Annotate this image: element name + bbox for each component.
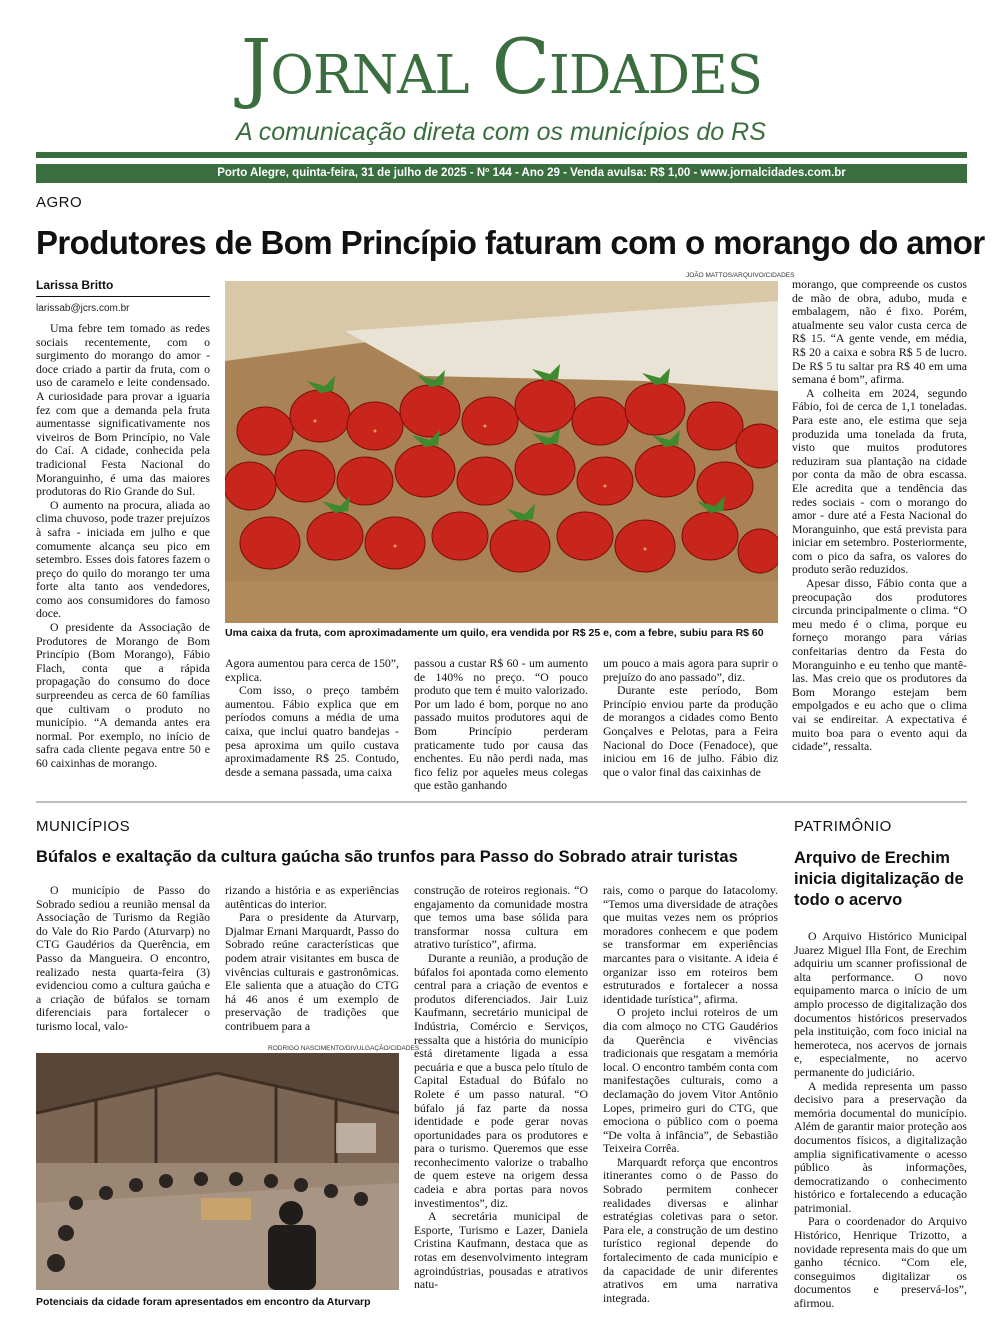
second-column-4 xyxy=(603,884,778,1305)
third-column xyxy=(794,930,967,1311)
masthead-tagline: A comunicação direta com os municípios do RS xyxy=(236,118,766,146)
author-name: Larissa Britto xyxy=(36,278,114,292)
paragraph: um pouco a mais agora para suprir o prejuízo do ano passado”, diz. xyxy=(603,656,778,684)
paragraph: Durante este período, Bom Princípio enviou parte da produção de morangos a cidades como Bento Gonçalves e Pelotas, para a Feira Nacional do Doce (Fenadoce), que iniciou em 16 de julho. Fábio diz que o valor final das caixinhas de xyxy=(603,683,778,779)
second-photo-caption: Potenciais da cidade foram apresentados em encontro da Aturvarp xyxy=(36,1296,371,1308)
section-label-agro: AGRO xyxy=(36,194,83,211)
paragraph: Para o coordenador do Arquivo Histórico, Henrique Trizotto, a novidade representa mais do que um ganho técnico. “Com ele, conseguimos digitalizar os documentos e preservá-los”, afirmou. xyxy=(794,1214,967,1311)
section-label-patrimonio: PATRIMÔNIO xyxy=(794,818,892,835)
paragraph: Com isso, o preço também aumentou. Fábio explica que em períodos comuns a média de uma caixa, que inclui quatro bandejas - pesa aproxima um quilo custava aproximadamente R$ 25. Contudo, desde a semana passada, uma caixa xyxy=(225,683,399,779)
paragraph: morango, que compreende os custos de mão de obra, adubo, muda e embalagem, não é fixo. Porém, atualmente seu valor custa cerca de R$ 15. “A gente vende, em média, R$ 20 a caixa e sobra R$ 5 de lucro. De R$ 5 tu saltar pra R$ 40 em uma semana é bom”, afirma. xyxy=(792,277,967,387)
byline-block xyxy=(36,278,210,314)
paragraph: Marquardt reforça que encontros itinerantes como o de Passo do Sobrado permitem conhecer realidades diversas e alinhar estratégias coletivas para o setor. Para ele, a construção de um destino turístico regional depende do fortalecimento de cada município e da capacidade de unir diferentes atrativos em uma narrativa integrada. xyxy=(603,1154,778,1305)
barn-illustration xyxy=(36,1053,399,1290)
lead-photo-caption: Uma caixa da fruta, com aproximadamente um quilo, era vendida por R$ 25 e, com a febre, subiu para R$ 60 xyxy=(225,627,764,639)
lead-column-3 xyxy=(414,657,588,793)
paragraph: rais, como o parque do Iatacolomy. “Temos uma diversidade de atrações que muitas vezes nem os próprios moradores conhecem e que podem se transformar em experiências marcantes para o visitante. A ideia é organizar isso em roteiros bem estruturados e fortalecer a nossa identidade turística”, afirma. xyxy=(603,883,778,1006)
author-email: larissab@jcrs.com.br xyxy=(36,303,130,314)
byline-rule xyxy=(36,296,210,297)
paragraph: A colheita em 2024, segundo Fábio, foi de cerca de 1,1 toneladas. Para este ano, ele estima que seja produzida uma tonelada da fruta, visto que muitos produtores reduziram sua plantação na cidade por conta da mão de obra escassa. Ele acredita que a tendência das redes sociais - com o morango do amor - dure até a Festa Nacional do Moranguinho, que está prevista para iniciar em setembro. Posteriormente, com o pico da safra, os valores do produto serão reduzidos. xyxy=(792,385,967,577)
strawberry-crate-photo xyxy=(225,281,778,623)
masthead-title: Jornal Cidades xyxy=(240,22,763,111)
section-label-municipios: MUNICÍPIOS xyxy=(36,818,131,835)
paragraph: A medida representa um passo decisivo para a preservação da memória documental do município. Além de garantir maior proteção aos documentos físicos, a digitalização amplia significativamente o acesso público às informações, democratizando o conhecimento histórico e fortalecendo a educação patrimonial. xyxy=(794,1078,967,1215)
third-headline: Arquivo de Erechim inicia digitalização de todo o acervo xyxy=(794,849,964,909)
paragraph: O aumento na procura, aliada ao clima chuvoso, pode trazer prejuízos à safra - iniciada em julho e que comumente alcança seu pico em setembro. Esses dois fatores fazem o preço do quilo do morango ter uma forte alta tanto aos vendedores, como aos consumidores do famoso doce. xyxy=(36,497,210,621)
paragraph: Uma febre tem tomado as redes sociais recentemente, com o surgimento do morango do amor - doce criado a partir da fruta, com o uso de caramelo e leite condensado. A curiosidade para provar a iguaria fez com que a demanda pela fruta aumentasse significativamente nos viveiros de Bom Princípio, no Vale do Caí. A cidade, conhecida pela tradicional Festa Nacional do Moranguinho, é uma das maiores produtoras do Rio Grande do Sul. xyxy=(36,321,210,499)
barn-meeting-photo xyxy=(36,1053,399,1290)
lead-headline: Produtores de Bom Princípio faturam com o morango do amor xyxy=(36,224,985,261)
paragraph: O município de Passo do Sobrado sediou a reunião mensal da Associação de Turismo da Região do Vale do Rio Pardo (Aturvarp) no CTG Gaudérios da Querência, em Passo da Mangueira. O encontro, realizado nesta quarta-feira (3) evidenciou como a cultura gaúcha e a criação de búfalos se tornam diferenciais para fortalecer o turismo local, valo- xyxy=(36,883,210,1033)
paragraph: Agora aumentou para cerca de 150”, explica. xyxy=(225,656,399,684)
second-headline: Búfalos e exaltação da cultura gaúcha são trunfos para Passo do Sobrado atrair turistas xyxy=(36,848,738,866)
paragraph: O projeto inclui roteiros de um dia com almoço no CTG Gaudérios da Querência e vivências tradicionais que resgatam a memória local. O encontro também conta com manifestações culturais, como a declamação do jovem Vitor Antônio Lopes, primeiro guri do CTG, que emociona o público com o poema “De volta à infância”, de Sebastião Teixeira Corrêa. xyxy=(603,1005,778,1156)
paragraph: Apesar disso, Fábio conta que a preocupação dos produtores circunda principalmente o clima. “O meu medo é o clima, porque eu forneço morango para várias confeitarias dentro da Festa do Moranguinho e eu tenho que mantê-las. Mas creio que os produtores da Bom Morango estejam bem empolgados e eu acho que o clima vai se endireitar. A expectativa é muito boa para o evento aqui da cidade”, ressalta. xyxy=(792,576,967,754)
dateline-bar: Porto Alegre, quinta-feira, 31 de julho de 2025 - Nº 144 - Ano 29 - Venda avulsa: R$ 1,00 - www.jornalcidades.com.br xyxy=(36,164,967,183)
photo-credit: JOÃO MATTOS/ARQUIVO/CIDADES xyxy=(686,272,795,279)
lead-column-1 xyxy=(36,322,210,771)
photo-credit: RODRIGO NASCIMENTO/DIVULGAÇÃO/CIDADES xyxy=(268,1045,420,1052)
lead-column-5 xyxy=(792,278,967,754)
paragraph: O presidente da Associação de Produtores de Morango de Bom Princípio (Bom Morango), Fábio Flach, conta que a rápida propagação do consumo do doce surpreendeu as cerca de 60 famílias que cultivam o produto no município. “A demanda antes era normal. Por exemplo, no início de safra cada cliente pegava entre 50 e 60 caixinhas de morango. xyxy=(36,620,210,770)
masthead-rule xyxy=(36,152,967,158)
paragraph: Durante a reunião, a produção de búfalos foi apontada como elemento central para a criação de eventos e produtos diferenciados. Jair Luiz Kaufmann, secretário municipal de Indústria, Comércio e Serviços, ressalta que a história do município está diretamente ligada a essa pecuária e que a busca pelo título de Capital Estadual do Búfalo no Rolete é um passo natural. “O búfalo já faz parte da nossa identidade e pode gerar novas oportunidades para os produtores e para o turismo. Queremos que esse reconhecimento valorize o trabalho de quem esteve na origem dessa cadeia e abra portas para novos investimentos”, diz. xyxy=(414,950,588,1210)
paragraph: construção de roteiros regionais. “O engajamento da comunidade mostra que temos uma base sólida para transformar nossa cultura em atrativo turístico”, afirma. xyxy=(414,883,588,952)
second-column-2 xyxy=(225,884,399,1034)
lead-column-2 xyxy=(225,657,399,779)
second-column-3 xyxy=(414,884,588,1292)
paragraph: rizando a história e as experiências autênticas do interior. xyxy=(225,883,399,911)
paragraph: passou a custar R$ 60 - um aumento de 140% no preço. “O pouco produto que tem é muito valorizado. Por um lado é bom, porque no ano passado muitos produtores aqui de Bom Princípio perderam praticamente tudo por causa das enchentes. Eu não perdi nada, mas fico feliz por aqueles meus colegas que estão ganhando xyxy=(414,656,588,793)
second-column-1 xyxy=(36,884,210,1034)
section-divider xyxy=(36,801,967,803)
lead-column-4 xyxy=(603,657,778,779)
paragraph: O Arquivo Histórico Municipal Juarez Miguel Illa Font, de Erechim adquiriu um scanner profissional de alta performance. O novo equipamento marca o início de um amplo processo de digitalização dos documentos históricos preservados pela instituição, com foco inicial na hemeroteca, nos acervos de jornais e, especialmente, no acervo permanente do judiciário. xyxy=(794,929,967,1079)
strawberry-illustration xyxy=(225,281,778,623)
paragraph: A secretária municipal de Esporte, Turismo e Lazer, Daniela Cristina Kaufmann, destaca que as rotas em desenvolvimento integram agroindústrias, pousadas e atrativos natu- xyxy=(414,1209,588,1292)
paragraph: Para o presidente da Aturvarp, Djalmar Ernani Marquardt, Passo do Sobrado reúne características que podem atrair visitantes em busca de vivências culturais e gastronômicas. Ele salienta que a atuação do CTG há 46 anos é um exemplo de preservação de tradições que contribuem para a xyxy=(225,910,399,1033)
